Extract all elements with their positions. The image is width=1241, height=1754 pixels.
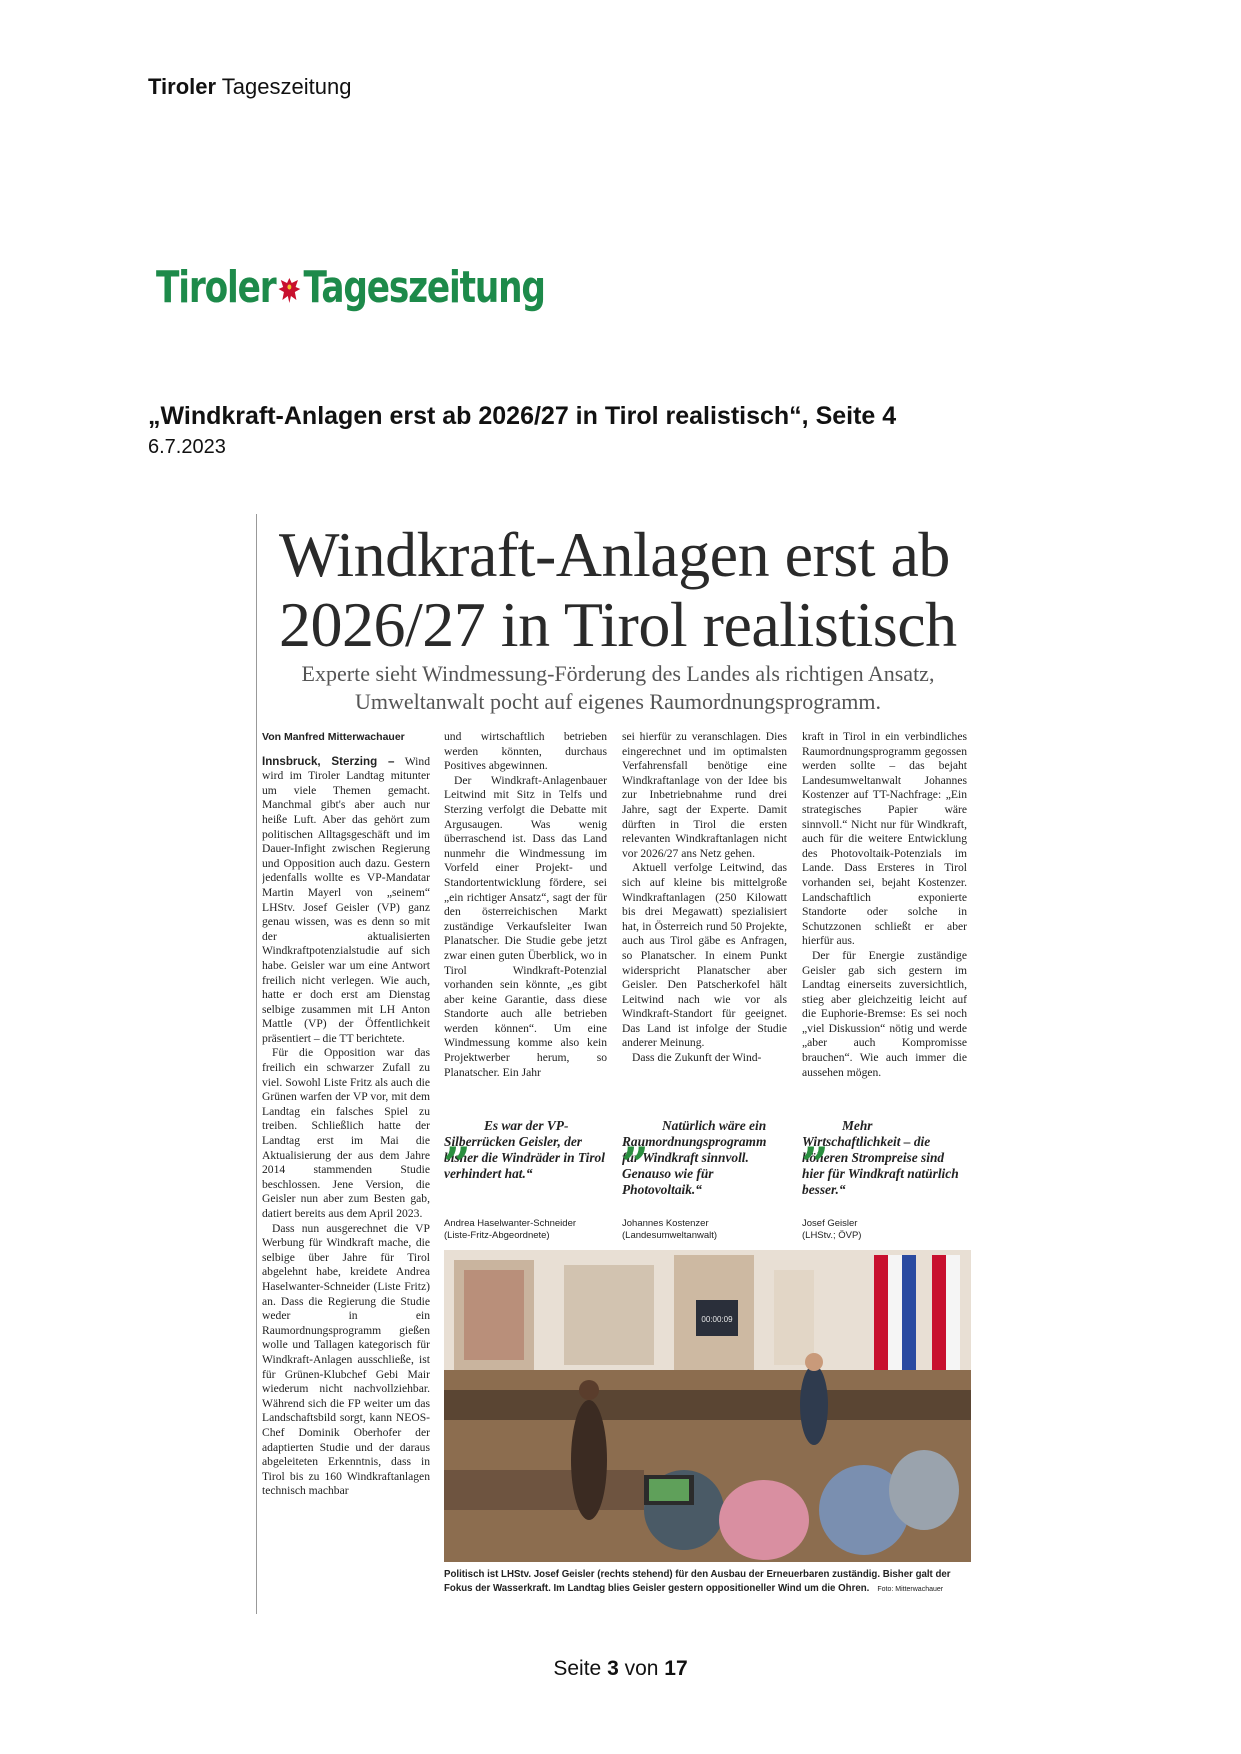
article-byline: Von Manfred Mitterwachauer	[262, 731, 405, 743]
article-headline: Windkraft-Anlagen erst ab 2026/27 in Tirol realistisch	[279, 519, 957, 660]
article-paragraph: sei hierfür zu veranschlagen. Dies eingerechnet und im optimalsten Verfahrensfall benötige eine Windkraftanlage von der Idee bis zur Inbetriebnahme rund drei Jahre, sagt der Experte. Damit dürften in Tirol die ersten relevanten Windkraftanlagen nicht vor 2026/27 ans Netz gehen.	[622, 730, 787, 860]
quote-author-name: Andrea Haselwanter-Schneider	[444, 1218, 577, 1229]
quote-author	[444, 1218, 576, 1242]
document-date: 6.7.2023	[148, 436, 226, 458]
header-brand	[148, 74, 351, 100]
footer-current-page: 3	[607, 1657, 619, 1680]
quote-author-role: (Liste-Fritz-Abgeordnete)	[444, 1230, 550, 1241]
article-paragraph: kraft in Tirol in ein verbindliches Raumordnungsprogramm gegossen werden sollte – das bejaht Landesumweltanwalt Johannes Kostenzer auf TT-Nachfrage: „Ein strategisches Papier wäre sinnvoll.“ Nicht nur für Windkraft, auch für die weitere Entwicklung des Photovoltaik-Potenzials im Lande. Dass Ersteres in Tirol vorhanden sei, bejaht Kostenzer. Landschaftlich exponierte Standorte oder solche in Schutzzonen schließt er aber hierfür aus.	[802, 730, 967, 948]
article-paragraph: Aktuell verfolge Leitwind, das sich auf kleine bis mittelgroße Windkraftanlagen (250 Kilowatt bis drei Megawatt) spezialisiert hat, in Österreich rund 50 Projekte, auch aus Tirol gäbe es Anfragen, so Planatscher. In einem Punkt widerspricht Planatscher aber Geisler. Den Patscherkofel hält Leitwind nach wie vor als Windkraft-Standort für geeignet. Das Land ist infolge der Studie anderer Meinung.	[622, 861, 787, 1050]
footer-total-pages: 17	[664, 1657, 688, 1680]
quote-mark-icon: „	[802, 1110, 830, 1166]
logo-part2: Tageszeitung	[303, 262, 545, 313]
quote-author-name: Josef Geisler	[802, 1218, 858, 1229]
article-paragraph: Dass die Zukunft der Wind-	[632, 1051, 762, 1065]
article-subhead	[257, 660, 979, 716]
photo-caption-text: Politisch ist LHStv. Josef Geisler (rechts stehend) für den Ausbau der Erneuerbaren zuständig. Bisher galt der Fokus der Wasserkraft. Im Landtag blies Geisler gestern oppositioneller Wind um die Ohren.	[444, 1569, 951, 1594]
footer-middle: von	[624, 1657, 659, 1680]
pull-quote-kostenzer	[622, 1110, 784, 1241]
quote-mark-icon: „	[444, 1110, 472, 1166]
article-paragraph: Für die Opposition war das freilich ein schwarzer Zufall zu viel. Sowohl Liste Fritz als auch die Grünen warfen der VP vor, mit dem Landtag ein falsches Spiel zu treiben. Schließlich hatte der Landtag erst im Mai die Aktualisierung der aus dem Jahre 2014 stammenden Studie beschlossen. Jene Version, die Geisler nun aber zum Besten gab, datiert bereits aus dem April 2023.	[262, 1046, 430, 1220]
quote-mark-icon: „	[622, 1110, 650, 1166]
newspaper-logo	[156, 262, 545, 313]
article-column-3	[622, 730, 787, 1150]
quote-author-role: (LHStv.; ÖVP)	[802, 1230, 862, 1241]
quote-author	[802, 1218, 861, 1242]
page-footer	[0, 1657, 1241, 1681]
photo-clock-text: 00:00:09	[701, 1315, 733, 1324]
quote-text: Es war der VP-Silberrücken Geisler, der bisher die Windräder in Tirol verhindert hat.“	[444, 1118, 605, 1181]
header-brand-bold: Tiroler	[148, 74, 217, 99]
article-paragraph: Der für Energie zuständige Geisler gab sich gestern im Landtag einerseits zuversichtlich, stieg aber gleichzeitig leicht auf die Euphorie-Bremse: Es sei noch „viel Diskussion“ nötig und werde „aber auch Kompromisse brauchen“. Wie auch immer die aussehen mögen.	[802, 948, 967, 1079]
article-column-2	[444, 730, 607, 1150]
article-paragraph	[262, 755, 430, 1047]
newspaper-clipping	[256, 514, 979, 1614]
article-paragraph: Dass nun ausgerechnet die VP Werbung für Windkraft mache, die selbige über Jahre für Tirol abgelehnt habe, kreidete Andrea Haselwanter-Schneider (Liste Fritz) an. Dass die Regierung die Studie weder in ein Raumordnungsprogramm gießen wolle und Tallagen kategorisch für Windkraft-Anlagen ausschließe, ist für Grünen-Klubchef Gebi Mair wiederum nicht nachvollziehbar. Während sich die FP weiter um das Landschaftsbild sorgt, kann NEOS-Chef Dominik Oberhofer der adaptierten Studie und der daraus abgeleiteten Erkenntnis, dass in Tirol bis zu 160 Windkraftanlagen technisch machbar	[262, 1221, 430, 1498]
photo-credit: Foto: Mitterwachauer	[877, 1586, 944, 1593]
article-column-1	[262, 730, 430, 1610]
article-paragraph: und wirtschaftlich betrieben werden könnten, durchaus Positives abgewinnen.	[444, 730, 607, 773]
footer-prefix: Seite	[553, 1657, 602, 1680]
article-subhead-line2: Umweltanwalt pocht auf eigenes Raumordnungsprogramm.	[354, 689, 882, 714]
header-brand-regular: Tageszeitung	[221, 74, 352, 99]
article-location: Innsbruck, Sterzing –	[262, 754, 395, 768]
quote-author-name: Johannes Kostenzer	[622, 1218, 709, 1229]
landtag-photo	[444, 1250, 971, 1562]
pull-quote-haselwanter	[444, 1110, 606, 1241]
tyrolean-eagle-icon	[277, 274, 302, 306]
article-paragraph: Der Windkraft-Anlagenbauer Leitwind mit Sitz in Telfs und Sterzing verfolgt die Debatte mit Argusaugen. Was wenig überraschend ist. Dass das Land nunmehr die Windmessung im Vorfeld einer Projekt- und Standortentwicklung fördere, sei „ein richtiger Ansatz“, sagt der für den österreichischen Markt zuständige Verkaufsleiter Iwan Planatscher. Die Studie gebe jetzt zwar einen guten Überblick, wo in Tirol Windkraft-Potenzial vorhanden sein könnte, „es gibt aber keine Garantie, dass diese Standorte auch alle betrieben werden können“. Um eine Windmessung komme also kein Projektwerber herum, so Planatscher. Ein Jahr	[444, 773, 607, 1079]
document-title: „Windkraft-Anlagen erst ab 2026/27 in Tirol realistisch“, Seite 4	[148, 402, 897, 430]
quote-author	[622, 1218, 717, 1242]
article-paragraph-text: Wind wird im Tiroler Landtag mitunter um viele Themen gemacht. Manchmal gibt's aber auch nur heiße Luft. Aber das gehört zum politischen Alltagsgeschäft und im Dauer-Infight zwischen Regierung und Opposition auch dazu. Gestern jedenfalls wollte es VP-Mandatar Martin Mayerl von „seinem“ LHStv. Josef Geisler (VP) ganz genau wissen, was es denn so mit der aktualisierten Windkraftpotenzialstudie auf sich habe. Geisler war um eine Antwort freilich nicht verlegen. Wie auch, hatte er doch erst am Dienstag selbige zusammen mit LH Anton Mattle (VP) der Öffentlichkeit präsentiert – die TT berichtete.	[262, 754, 430, 1045]
logo-part1: Tiroler	[156, 262, 276, 313]
article-subhead-line1: Experte sieht Windmessung-Förderung des Landes als richtigen Ansatz,	[301, 661, 935, 686]
pull-quote-geisler	[802, 1110, 964, 1241]
quote-text: Mehr Wirtschaftlichkeit – die höheren Strompreise sind hier für Windkraft natürlich besser.“	[802, 1118, 959, 1197]
quote-author-role: (Landesumweltanwalt)	[622, 1230, 718, 1241]
quote-text: Natürlich wäre ein Raumordnungsprogramm für Windkraft sinnvoll. Genauso wie für Photovoltaik.“	[622, 1118, 767, 1197]
photo-caption	[444, 1568, 971, 1597]
article-column-4	[802, 730, 967, 1150]
